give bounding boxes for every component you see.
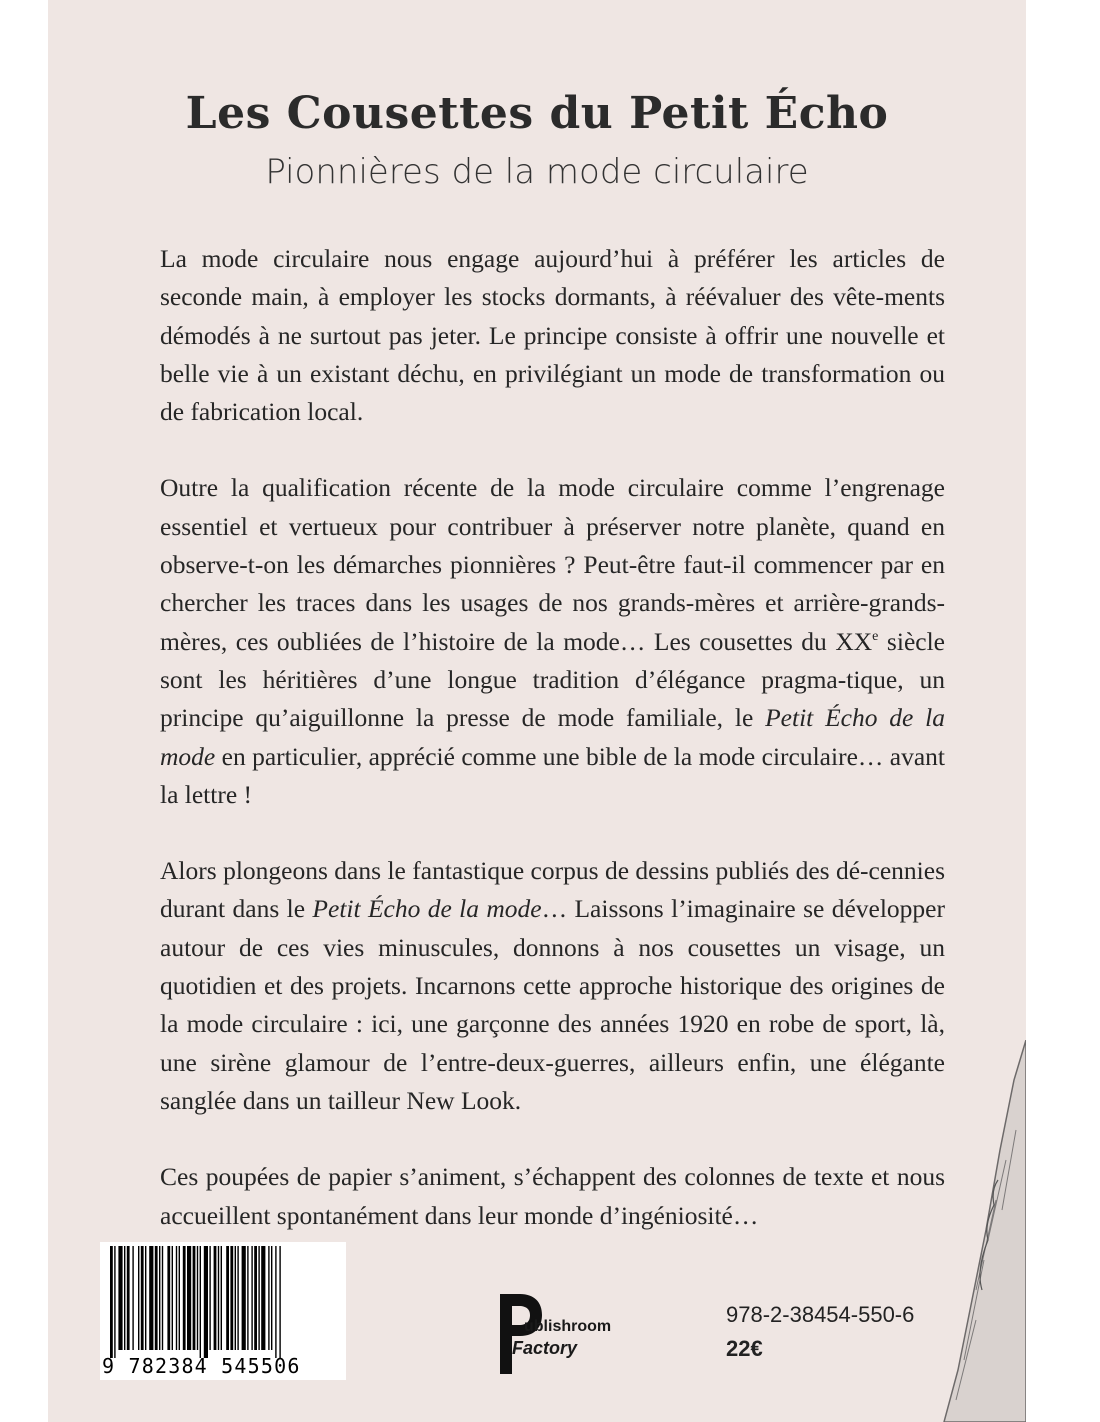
barcode: [100, 1242, 346, 1380]
price: 22€: [726, 1336, 763, 1361]
book-title: Les Cousettes du Petit Écho: [185, 88, 889, 139]
blurb-p3-part1: Alors plongeons dans le fantastique corpus de dessins publiés des dé-cennies durant dans le: [160, 856, 945, 924]
blurb-paragraph-3: [160, 852, 945, 1120]
blurb-p2-part1: Outre la qualification récente de la mode circulaire comme l’engrenage essentiel et vertueux pour contribuer à préserver notre planète, quand en observe-t-on les démarches pionnières ? Peut-être faut-il commencer par en chercher les traces dans les usages de nos grands-mères et arrière-grands-mères, ces oubliées de l’histoire de la mode… Les cousettes du XX: [160, 473, 945, 656]
publisher-name-factory: Factory: [512, 1338, 578, 1358]
blurb-paragraph-2: [160, 469, 945, 814]
fashion-sketch-illustration: [936, 1040, 1026, 1422]
barcode-digits: 9 782384 545506: [102, 1354, 301, 1378]
publisher-name: ublishroom: [524, 1318, 612, 1335]
isbn: 978-2-38454-550-6: [726, 1302, 915, 1327]
blurb-p2-part2: siècle sont les héritières d’une longue tradition d’élégance pragma-tique, un principe qu’aiguillonne la presse de mode familiale, le: [160, 626, 945, 733]
blurb-paragraph-4: Ces poupées de papier s’animent, s’échappent des colonnes de texte et nous accueillent spontanément dans leur monde d’ingéniosité…: [160, 1162, 945, 1230]
blurb-p3-part2: … Laissons l’imaginaire se développer autour de ces vies minuscules, donnons à nos cousettes un visage, un quotidien et des projets. Incarnons cette approche historique des origines de la mode circulaire : ici, une garçonne des années 1920 en robe de sport, là, une sirène glamour de l’entre-deux-guerres, ailleurs enfin, une élégante sanglée dans un tailleur New Look.: [160, 894, 945, 1115]
blurb: [160, 240, 945, 1273]
back-cover: [48, 0, 1026, 1422]
barcode-bars: [110, 1246, 342, 1358]
publisher-logo: [496, 1290, 636, 1376]
magazine-title-italic: Petit Écho de la mode: [160, 703, 946, 771]
century-superscript: e: [872, 628, 879, 644]
book-subtitle: Pionnières de la mode circulaire: [265, 152, 809, 192]
magazine-title-italic: Petit Écho de la mode: [312, 894, 542, 924]
blurb-p2-part3: en particulier, apprécié comme une bible de la mode circulaire… avant la lettre !: [160, 741, 945, 809]
blurb-paragraph-1: La mode circulaire nous engage aujourd’hui à préférer les articles de seconde main, à employer les stocks dormants, à réévaluer des vête-ments démodés à ne surtout pas jeter. Le principe consiste à offrir une nouvelle et belle vie à un existant déchu, en privilégiant un mode de transformation ou de fabrication local.: [160, 244, 945, 427]
